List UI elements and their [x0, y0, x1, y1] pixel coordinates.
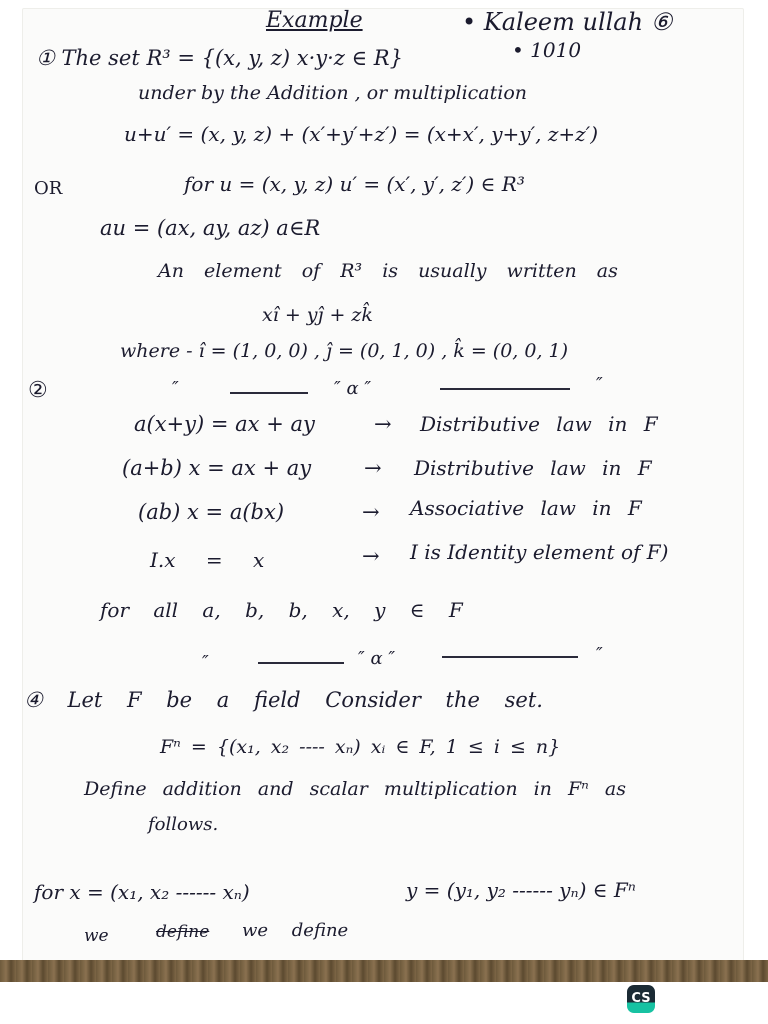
arrow-icon: →: [364, 456, 382, 480]
table-surface: [0, 960, 768, 982]
separator-line: [258, 662, 344, 664]
law-row-description: Associative law in F: [410, 496, 642, 520]
or-label: OR: [34, 178, 63, 199]
ditto-mark: ″ α ″: [334, 378, 372, 399]
x-vector-line: for x = (x₁, x₂ ------ xₙ): [34, 880, 250, 904]
y-vector-line: y = (y₁, y₂ ------ yₙ) ∈ Fⁿ: [406, 878, 636, 902]
roll-number: • 1010: [512, 38, 582, 62]
addition-formula: u+u′ = (x, y, z) + (x′+y′+z′) = (x+x′, y+y′, z+z′): [124, 122, 598, 146]
ditto-mark: ″ α ″: [358, 648, 396, 669]
notebook-page: [22, 8, 744, 968]
ditto-mark: ″: [202, 652, 209, 673]
field-definition-line: ④ Let F be a field Consider the set.: [24, 688, 543, 712]
separator-line: [442, 656, 578, 658]
scalar-formula: au = (ax, ay, az) a∈R: [100, 216, 321, 240]
arrow-icon: →: [362, 544, 380, 568]
arrow-icon: →: [362, 500, 380, 524]
unit-vectors-line: where - î = (1, 0, 0) , ĵ = (0, 1, 0) , k̂ = (0, 0, 1): [120, 340, 569, 362]
operations-line: under by the Addition , or multiplication: [138, 82, 527, 104]
element-line: An element of R³ is usually written as: [158, 260, 618, 282]
struck-define-word: define: [156, 922, 210, 942]
separator-line: [440, 388, 570, 390]
law-row-equation: (ab) x = a(bx): [138, 500, 285, 524]
follows-line: follows.: [148, 814, 219, 835]
page-title: Example: [266, 8, 363, 33]
ditto-mark: ″: [596, 374, 603, 395]
we-define-line: we define: [242, 920, 349, 941]
we-word: we: [84, 926, 109, 946]
ditto-mark: ″: [172, 378, 179, 399]
law-row-description: Distributive law in F: [420, 412, 658, 436]
law-row-equation: a(x+y) = ax + ay: [134, 412, 315, 436]
fn-set-line: Fⁿ = {(x₁, x₂ ---- xₙ) xᵢ ∈ F, 1 ≤ i ≤ n}: [160, 736, 561, 758]
ditto-mark: ″: [596, 644, 603, 665]
law-row-description: I is Identity element of F): [410, 540, 669, 564]
section-marker: ②: [28, 378, 48, 403]
set-definition-line: ① The set R³ = {(x, y, z) x·y·z ∈ R}: [36, 46, 403, 70]
law-row-equation: I.x = x: [150, 548, 265, 572]
camscanner-logo-icon: CS: [627, 985, 655, 1013]
separator-line: [230, 392, 308, 394]
vector-form: xî + yĵ + zk̂: [262, 304, 373, 326]
author-name: • Kaleem ullah ⑥: [462, 8, 673, 36]
for-all-line: for all a, b, b, x, y ∈ F: [100, 598, 463, 622]
for-u-line: for u = (x, y, z) u′ = (x′, y′, z′) ∈ R³: [184, 172, 525, 196]
law-row-description: Distributive law in F: [414, 456, 652, 480]
law-row-equation: (a+b) x = ax + ay: [122, 456, 312, 480]
define-operations-line: Define addition and scalar multiplication in Fⁿ as: [84, 778, 626, 800]
arrow-icon: →: [374, 412, 392, 436]
